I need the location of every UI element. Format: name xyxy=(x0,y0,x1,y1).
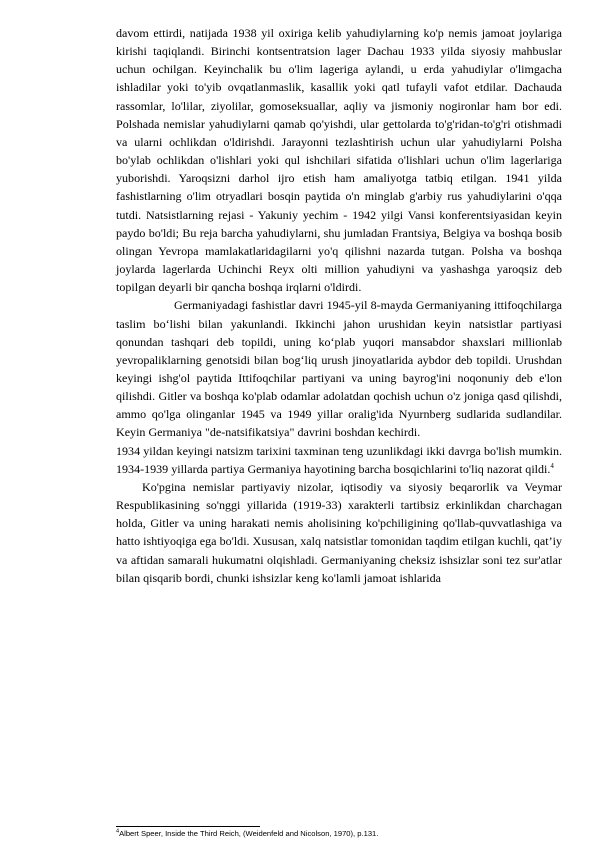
paragraph-weimar-support: Ko'pgina nemislar partiyaviy nizolar, iqtisodiy va siyosiy beqarorlik va Veymar Respublikasining so'nggi yillarida (1919-33) xarakterli tartibsiz erkinlikdan charchagan holda, Gitler va uning harakati nemis aholisining ko'pchiligining qo'llab-quvvatlashiga va hatto ishtiyoqiga ega bo'ldi. Xususan, xalq natsistlar tomonidan taqdim etilgan kuchli, qat’iy va aftidan samarali hukumatni olqishladi. Germaniyaning cheksiz ishsizlar soni tez sur'atlar bilan qisqarib bordi, chunki ishsizlar keng ko'lamli jamoat ishlarida xyxy=(116,479,562,585)
footnote xyxy=(116,829,562,839)
footnote-divider xyxy=(116,826,260,827)
paragraph-nazism-periods xyxy=(116,442,562,478)
footnote-number: 4 xyxy=(116,828,120,835)
paragraph-nazism-periods-text: 1934 yildan keyingi natsizm tarixini taxminan teng uzunlikdagi ikki davrga bo'lish mumkin. 1934-1939 yillarda partiya Germaniya hayotining barcha bosqichlarini to'liq nazorat qildi. xyxy=(116,443,562,476)
footnote-text: Albert Speer, Inside the Third Reich, (Weidenfeld and Nicolson, 1970), p.131. xyxy=(119,829,379,838)
paragraph-nazi-era-end: Germaniyadagi fashistlar davri 1945-yil 8-mayda Germaniyaning ittifoqchilarga taslim bo‘lishi bilan yakunlandi. Ikkinchi jahon urushidan keyin natsistlar partiyasi qonundan tashqari deb topildi, uning ko‘plab yuqori mansabdor shaxslari millionlab yevropaliklarning genotsidi bilan bog‘liq urush jinoyatlarida aybdor deb topildi. Urushdan keyingi ishg'ol paytida Ittifoqchilar partiyani va uning bayrog'ini noqonuniy deb e'lon qilishdi. Gitler va boshqa ko'plab odamlar adolatdan qochish uchun o'z joniga qasd qilishdi, ammo qo'lga olinganlar 1945 va 1949 yillar oralig'ida Nyurnberg sudlarida sudlandilar. Keyin Germaniya "de-natsifikatsiya" davrini boshdan kechirdi. xyxy=(116,298,562,440)
paragraph-continuation: davom ettirdi, natijada 1938 yil oxiriga kelib yahudiylarning ko'p nemis jamoat joylariga kirishi taqiqlandi. Birinchi kontsentratsion lager Dachau 1933 yilda siyosiy mahbuslar uchun ochilgan. Keyinchalik bu o'lim lageriga aylandi, u erda yahudiylar o'limgacha ishladilar yoki to'yib ovqatlanmaslik, kasallik yoki qatl tufayli vafot etdilar. Dachauda rassomlar, lo'lilar, ziyolilar, gomoseksuallar, aqliy va jismoniy nogironlar ham bor edi. Polshada nemislar yahudiylarni qamab qo'yishdi, ular gettolarda to'g'ridan-to'g'ri otishmadi va ularni ochlikdan o'ldirishdi. Jarayonni tezlashtirish uchun ular yahudiylarni Polsha bo'ylab ochlikdan o'lishlari yoki qul ishchilari sifatida o'lishlari uchun o'lim lagerlariga yuborishdi. Yaroqsizni darhol ijro etish ham amaliyotga tatbiq etilgan. 1941 yilda fashistlarning o'lim otryadlari bosqin paytida o'n minglab g'arbiy rus yahudiylarini o'qqa tutdi. Natsistlarning rejasi - Yakuniy yechim - 1942 yilgi Vansi konferentsiyasidan keyin paydo bo'ldi; Bu reja barcha yahudiylarni, shu jumladan Frantsiya, Belgiya va boshqa bosib olingan Yevropa mamlakatlaridagilarni yo'q qilishni nazarda tutgan. Polsha va boshqa joylarda lagerlarda Uchinchi Reyx olti million yahudiyni va yashashga yaroqsiz deb topilgan deyarli bir qancha boshqa irqlarni o'ldirdi. xyxy=(116,26,562,295)
body-text xyxy=(116,24,562,587)
footnote-reference[interactable]: 4 xyxy=(550,461,554,470)
